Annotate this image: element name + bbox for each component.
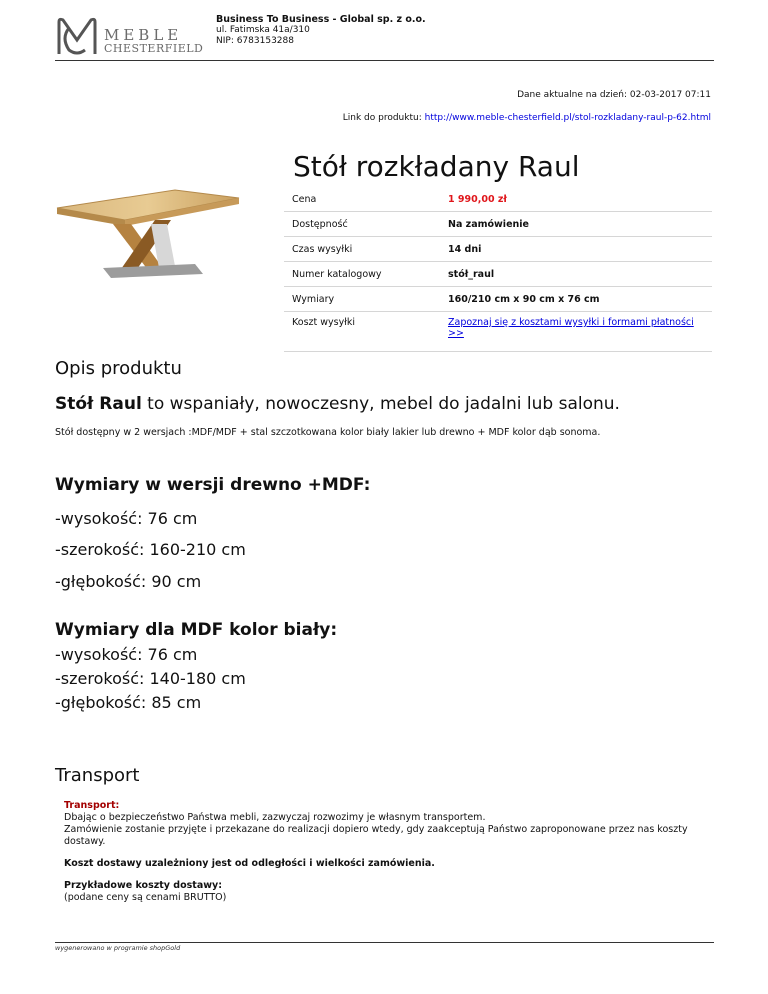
product-link[interactable]: http://www.meble-chesterfield.pl/stol-rozkladany-raul-p-62.html: [424, 113, 711, 123]
spec-row-shipping-time: [284, 237, 712, 262]
dimension-line: -wysokość: 76 cm: [55, 509, 198, 528]
spec-label: Wymiary: [284, 287, 440, 312]
spec-row-price: [284, 187, 712, 212]
logo-sub-text: CHESTERFIELD: [104, 42, 204, 55]
spec-label: Czas wysyłki: [284, 237, 440, 262]
shipping-cost-cell: [440, 312, 712, 352]
spec-row-shipping-cost: [284, 312, 712, 352]
company-info: [216, 14, 426, 47]
shipping-time-value: 14 dni: [440, 237, 712, 262]
product-image: [55, 164, 241, 294]
spec-label: Numer katalogowy: [284, 262, 440, 287]
dimensions-value: 160/210 cm x 90 cm x 76 cm: [440, 287, 712, 312]
spec-label: Koszt wysyłki: [284, 312, 440, 352]
transport-label: Transport:: [64, 800, 120, 811]
transport-examples-heading: Przykładowe koszty dostawy:: [64, 880, 222, 891]
transport-line-2: Zamówienie zostanie przyjęte i przekazane do realizacji dopiero wtedy, gdy zaakceptują Państwo zaproponowane przez nas koszty dostawy.: [64, 824, 688, 847]
dimension-line: -szerokość: 140-180 cm: [55, 669, 246, 688]
spec-row-dimensions: [284, 287, 712, 312]
footer-divider: [55, 942, 714, 943]
product-specs-table: [284, 187, 712, 352]
lead-text: to wspaniały, nowoczesny, mebel do jadalni lub salonu.: [141, 394, 620, 414]
date-line: Dane aktualne na dzień: 02-03-2017 07:11: [517, 90, 711, 100]
product-title: Stół rozkładany Raul: [293, 150, 580, 183]
spec-row-catalog-number: [284, 262, 712, 287]
spec-row-availability: [284, 212, 712, 237]
spec-label: Cena: [284, 187, 440, 212]
company-nip: NIP: 6783153288: [216, 36, 294, 46]
description-heading: Opis produktu: [55, 358, 182, 379]
transport-line-1: Dbając o bezpieczeństwo Państwa mebli, zazwyczaj rozwozimy je własnym transportem.: [64, 812, 486, 823]
logo-monogram-icon: [55, 16, 105, 58]
description-lead: [55, 394, 620, 414]
dimension-line: -wysokość: 76 cm: [55, 645, 198, 664]
footer-generated: wygenerowano w programie shopGold: [55, 944, 181, 952]
dimensions-white-heading: Wymiary dla MDF kolor biały:: [55, 620, 338, 640]
company-address: ul. Fatimska 41a/310: [216, 25, 310, 35]
shipping-cost-link[interactable]: Zapoznaj się z kosztami wysyłki i formami płatności >>: [448, 317, 694, 339]
transport-cost-note: Koszt dostawy uzależniony jest od odległości i wielkości zamówienia.: [64, 858, 435, 869]
dimension-line: -głębokość: 90 cm: [55, 572, 202, 591]
dimension-line: -głębokość: 85 cm: [55, 693, 202, 712]
product-link-line: [343, 113, 711, 123]
company-name: Business To Business - Global sp. z o.o.: [216, 14, 426, 25]
dimensions-wood-heading: Wymiary w wersji drewno +MDF:: [55, 475, 371, 495]
catalog-number-value: stół_raul: [440, 262, 712, 287]
spec-label: Dostępność: [284, 212, 440, 237]
price-value: 1 990,00 zł: [440, 187, 712, 212]
transport-section: [64, 800, 704, 904]
versions-text: Stół dostępny w 2 wersjach :MDF/MDF + stal szczotkowana kolor biały lakier lub drewno + MDF kolor dąb sonoma.: [55, 427, 601, 438]
header-divider: [55, 60, 714, 61]
lead-product-name: Stół Raul: [55, 394, 142, 414]
dimension-line: -szerokość: 160-210 cm: [55, 540, 246, 559]
product-link-label: Link do produktu:: [342, 113, 422, 123]
logo-brand-text: MEBLE: [104, 26, 183, 44]
availability-value: Na zamówienie: [440, 212, 712, 237]
transport-examples-note: (podane ceny są cenami BRUTTO): [64, 892, 227, 903]
transport-heading: Transport: [55, 765, 140, 786]
